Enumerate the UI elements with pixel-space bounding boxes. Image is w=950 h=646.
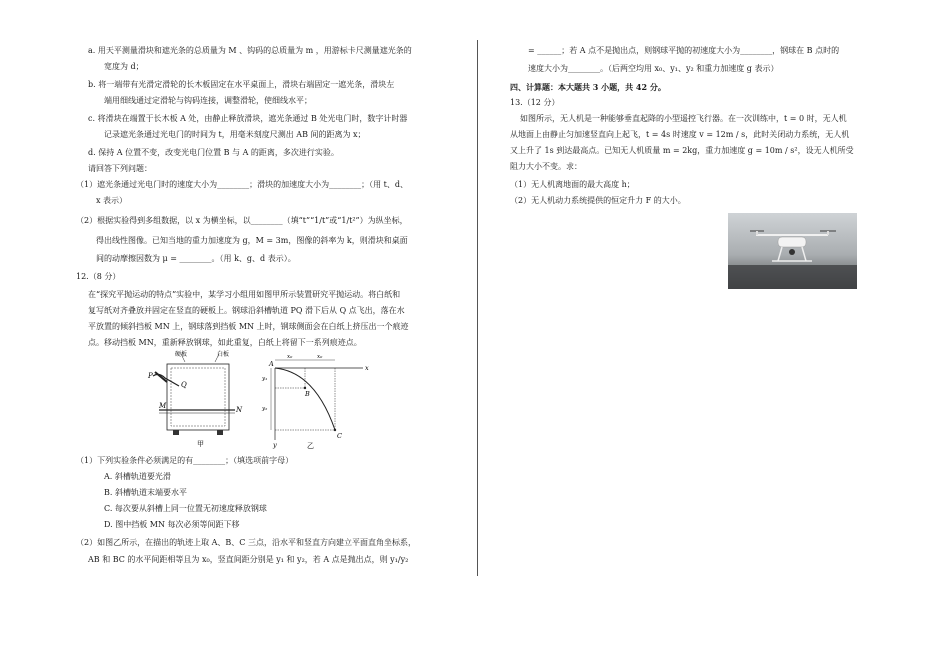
- q12-2-cont-line1: = ______；若 A 点不是抛出点，则钢球平抛的初速度大小为________，钢球在 B 点时的: [528, 46, 840, 55]
- camera-gimbal: [789, 249, 795, 255]
- q12-intro-line4: 点。移动挡板 MN，重新释放钢球，如此重复，白纸上将留下一系列痕迹点。: [88, 338, 362, 347]
- q13-line4: 阻力大小不变。求：: [510, 162, 582, 171]
- label-c: C: [337, 432, 342, 440]
- q2-line2: 得出线性图像。已知当地的重力加速度为 g，M = 3m，图像的斜率为 k，则滑块和桌面: [96, 236, 408, 245]
- q13-sub2: （2）无人机动力系统提供的恒定升力 F 的大小。: [510, 196, 686, 205]
- label-a: A: [269, 360, 274, 368]
- label-x-axis: x: [365, 364, 369, 372]
- section-4-header: 四、计算题：本大题共 3 小题，共 42 分。: [510, 82, 666, 92]
- label-yi: 乙: [307, 442, 314, 450]
- q12-intro-line3: 平放置的倾斜挡板 MN 上，钢球落到挡板 MN 上时，钢球侧面会在白纸上挤压出一个痕迹: [88, 322, 409, 331]
- label-p: P: [148, 372, 153, 380]
- option-d: D. 图中挡板 MN 每次必须等间距下移: [104, 520, 240, 529]
- q12-intro-line2: 复写纸对齐叠放并固定在竖直的硬板上。钢球沿斜槽轨道 PQ 滑下后从 Q 点飞出，落在水: [88, 306, 405, 315]
- option-b: B. 斜槽轨道末端要水平: [104, 488, 187, 497]
- q2-line3: 间的动摩擦因数为 μ = ________。（用 k、g、d 表示）。: [96, 254, 296, 263]
- step-b-line2: 端用细线通过定滑轮与钩码连接，调整滑轮，使细线水平；: [104, 96, 312, 105]
- q13-line3: 又上升了 1s 到达最高点。已知无人机质量 m = 2kg，重力加速度 g = 10m / s²，设无人机所受: [510, 146, 854, 155]
- q12-intro-line1: 在“探究平抛运动的特点”实验中，某学习小组用如图甲所示装置研究平抛运动。将白纸和: [88, 290, 401, 299]
- q1-line2: x 表示）: [96, 196, 128, 205]
- q12-2-line2: AB 和 BC 的水平间距相等且为 x₀，竖直间距分别是 y₁ 和 y₂，若 A 点是抛出点，则 y₁/y₂: [88, 555, 409, 564]
- prompt-line: 请回答下列问题：: [88, 164, 152, 173]
- question-13-header: 13.（12 分）: [510, 98, 560, 107]
- foot-right: [217, 430, 223, 435]
- foot-left: [173, 430, 179, 435]
- hard-board-rect: [167, 364, 229, 430]
- trajectory-curve: [275, 368, 335, 430]
- chute-upper: [155, 372, 167, 382]
- step-d-line: d. 保持 A 位置不变，改变光电门位置 B 与 A 的距离，多次进行实验。: [88, 148, 339, 157]
- q1-line1: （1）遮光条通过光电门时的速度大小为________；滑块的加速度大小为________；（用 t、d、: [76, 180, 408, 189]
- drone-photo: [728, 213, 857, 289]
- q2-line1: （2）根据实验得到多组数据，以 x 为横坐标，以________（填“t”“1/t”或“1/t²”）为纵坐标，: [76, 216, 408, 225]
- step-c-line2: 记录遮光条通过光电门的时间为 t，用毫米刻度尺测出 AB 间的距离为 x；: [104, 130, 366, 139]
- label-q: Q: [181, 381, 187, 389]
- drone-body: [778, 237, 806, 247]
- label-y-axis: y: [273, 441, 277, 449]
- label-x0-first: x₀: [287, 354, 293, 360]
- q13-line2: 从地面上由静止匀加速竖直向上起飞，t = 4s 时速度 v = 12m / s，此时关闭动力系统，无人机: [510, 130, 850, 139]
- option-a: A. 斜槽轨道要光滑: [104, 472, 171, 481]
- experiment-figure: [145, 350, 375, 450]
- q13-line1: 如图所示，无人机是一种能够垂直起降的小型遥控飞行器。在一次训练中，t = 0 时，无人机: [520, 114, 847, 123]
- option-c: C. 每次要从斜槽上同一位置无初速度释放钢球: [104, 504, 267, 513]
- label-b: B: [305, 390, 310, 398]
- step-a-line1: a. 用天平测量滑块和遮光条的总质量为 M 、钩码的总质量为 m ，用游标卡尺测量遮光条的: [88, 46, 412, 55]
- label-x0-second: x₀: [317, 354, 323, 360]
- q12-2-cont-line2: 速度大小为________。（后两空均用 x₀、y₁、y₂ 和重力加速度 g 表示）: [528, 64, 779, 73]
- step-b-line1: b. 将一端带有光滑定滑轮的长木板固定在水平桌面上，滑块右端固定一遮光条，滑块左: [88, 80, 395, 89]
- step-c-line1: c. 将滑块在端置于长木板 A 处，由静止释放滑块，遮光条通过 B 处光电门时，数字计时器: [88, 114, 408, 123]
- label-m: M: [159, 402, 167, 410]
- label-y2: y₂: [262, 406, 268, 412]
- point-b: [304, 387, 306, 389]
- step-a-line2: 宽度为 d；: [104, 62, 144, 71]
- paper-rect: [171, 368, 225, 426]
- label-n: N: [236, 406, 243, 414]
- label-y1: y₁: [262, 376, 268, 382]
- q13-sub1: （1）无人机离地面的最大高度 h；: [510, 180, 635, 189]
- label-white-paper: 白板: [217, 351, 230, 358]
- q12-1-line: （1）下列实验条件必须满足的有________；（填选项前字母）: [76, 456, 294, 465]
- label-hard-board: 硬板: [175, 351, 188, 358]
- question-12-header: 12.（8 分）: [76, 272, 121, 281]
- point-c: [334, 429, 336, 431]
- label-jia: 甲: [197, 440, 204, 448]
- ground-band: [728, 265, 857, 289]
- q12-2-line1: （2）如图乙所示，在描出的轨迹上取 A、B、C 三点，沿水平和竖直方向建立平面直角坐标系，: [76, 538, 416, 547]
- column-divider: [477, 40, 478, 576]
